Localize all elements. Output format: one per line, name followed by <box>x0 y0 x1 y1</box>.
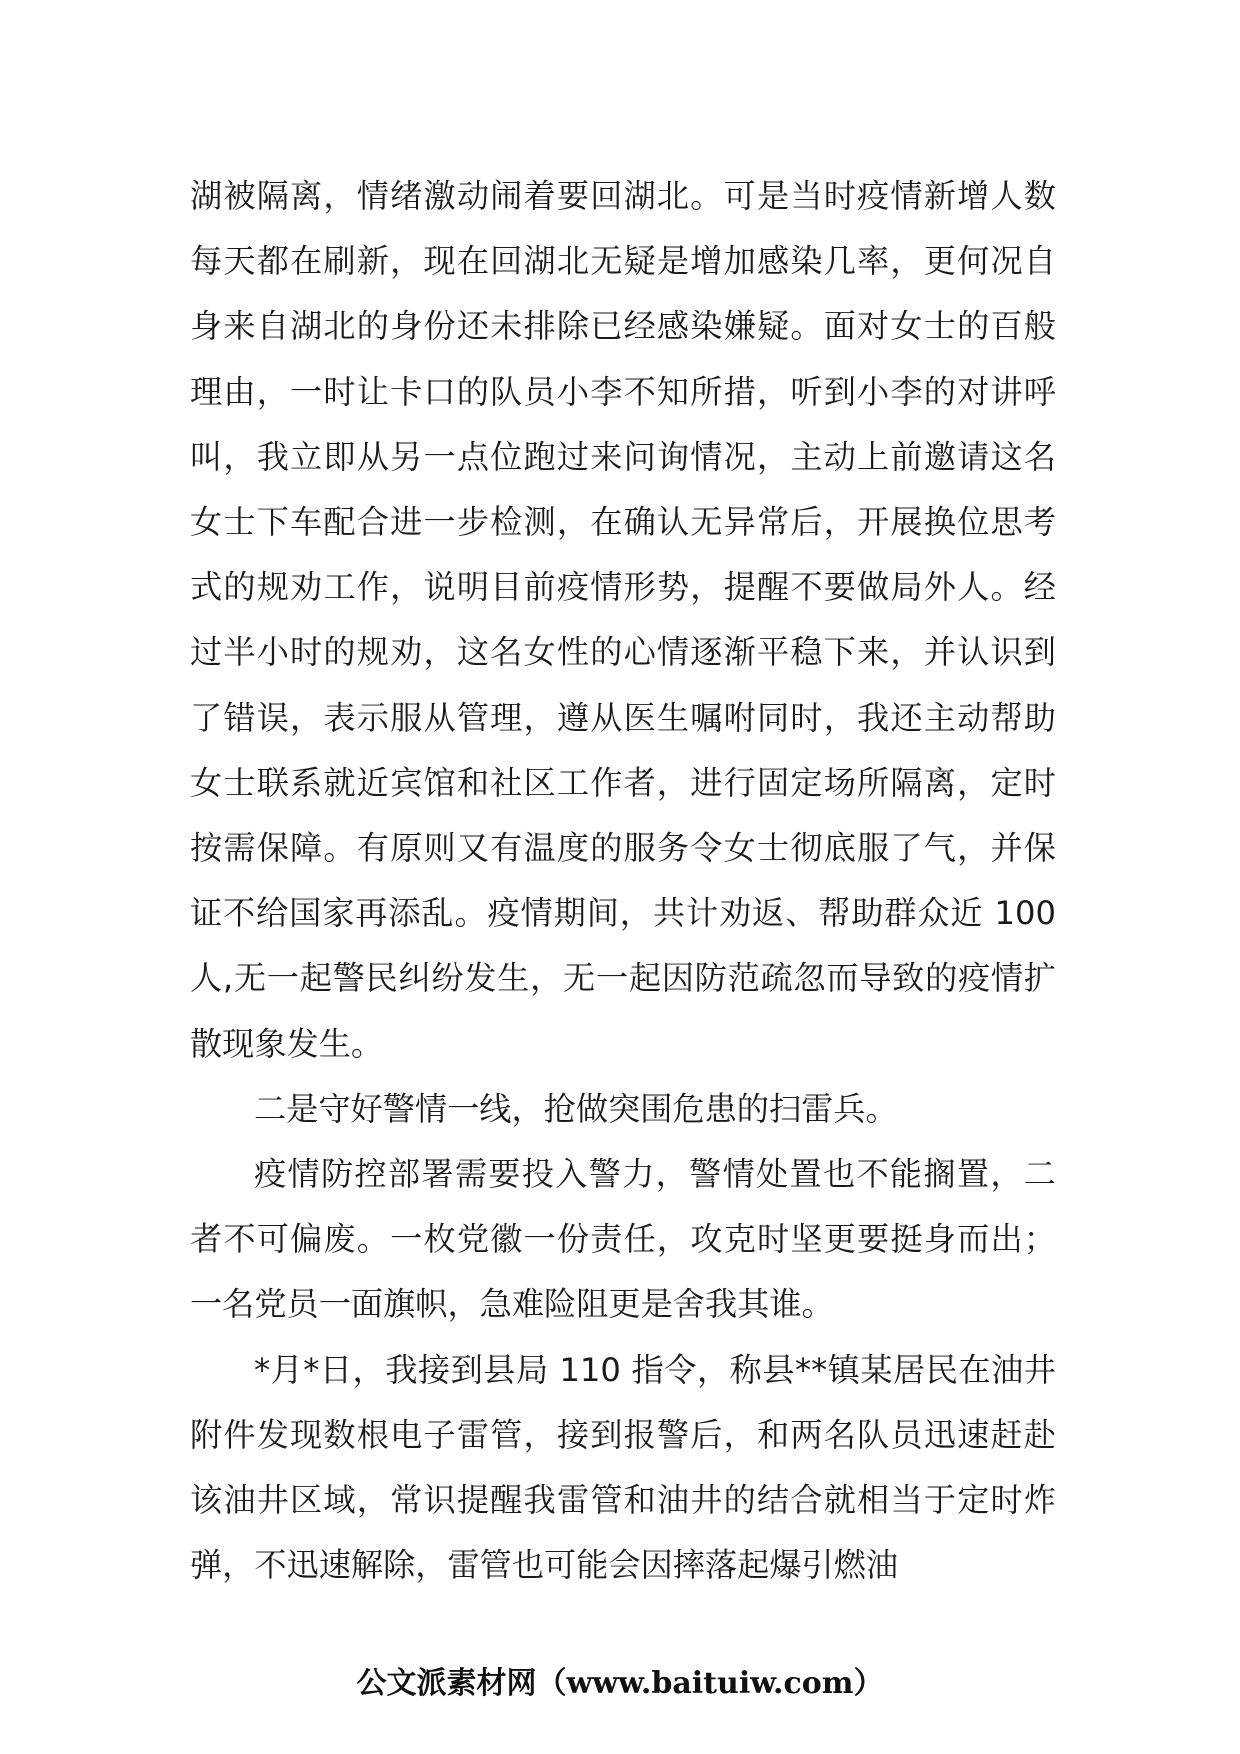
paragraph-heading-two: 二是守好警情一线，抢做突围危患的扫雷兵。 <box>254 1089 898 1128</box>
document-body <box>190 164 1056 1598</box>
paragraph-deployment: 疫情防控部署需要投入警力，警情处置也不能搁置，二者不可偏废。一枚党徽一份责任，攻克时坚更要挺身而出；一名党员一面旗帜，急难险阻更是舍我其谁。 <box>190 1155 1056 1324</box>
footer-watermark: 公文派素材网（www.baituiw.com） <box>356 1666 884 1701</box>
paragraph-continued: 湖被隔离，情绪激动闹着要回湖北。可是当时疫情新增人数每天都在刷新，现在回湖北无疑是增加感染几率，更何况自身来自湖北的身份还未排除已经感染嫌疑。面对女士的百般理由，一时让卡口的队员小李不知所措，听到小李的对讲呼叫，我立即从另一点位跑过来问询情况，主动上前邀请这名女士下车配合进一步检测，在确认无异常后，开展换位思考式的规劝工作，说明目前疫情形势，提醒不要做局外人。经过半小时的规劝，这名女性的心情逐渐平稳下来，并认识到了错误，表示服从管理，遵从医生嘱咐同时，我还主动帮助女士联系就近宾馆和社区工作者，进行固定场所隔离，定时按需保障。有原则又有温度的服务令女士彻底服了气，并保证不给国家再添乱。疫情期间，共计劝返、帮助群众近 100 人,无一起警民纠纷发生，无一起因防范疏忽而导致的疫情扩散现象发生。 <box>190 177 1056 1063</box>
paragraph-incident: *月*日，我接到县局 110 指令，称县**镇某居民在油井附件发现数根电子雷管，接到报警后，和两名队员迅速赶赴该油井区域，常识提醒我雷管和油井的结合就相当于定时炸弹，不迅速解除，雷管也可能会因摔落起爆引燃油 <box>190 1350 1056 1585</box>
